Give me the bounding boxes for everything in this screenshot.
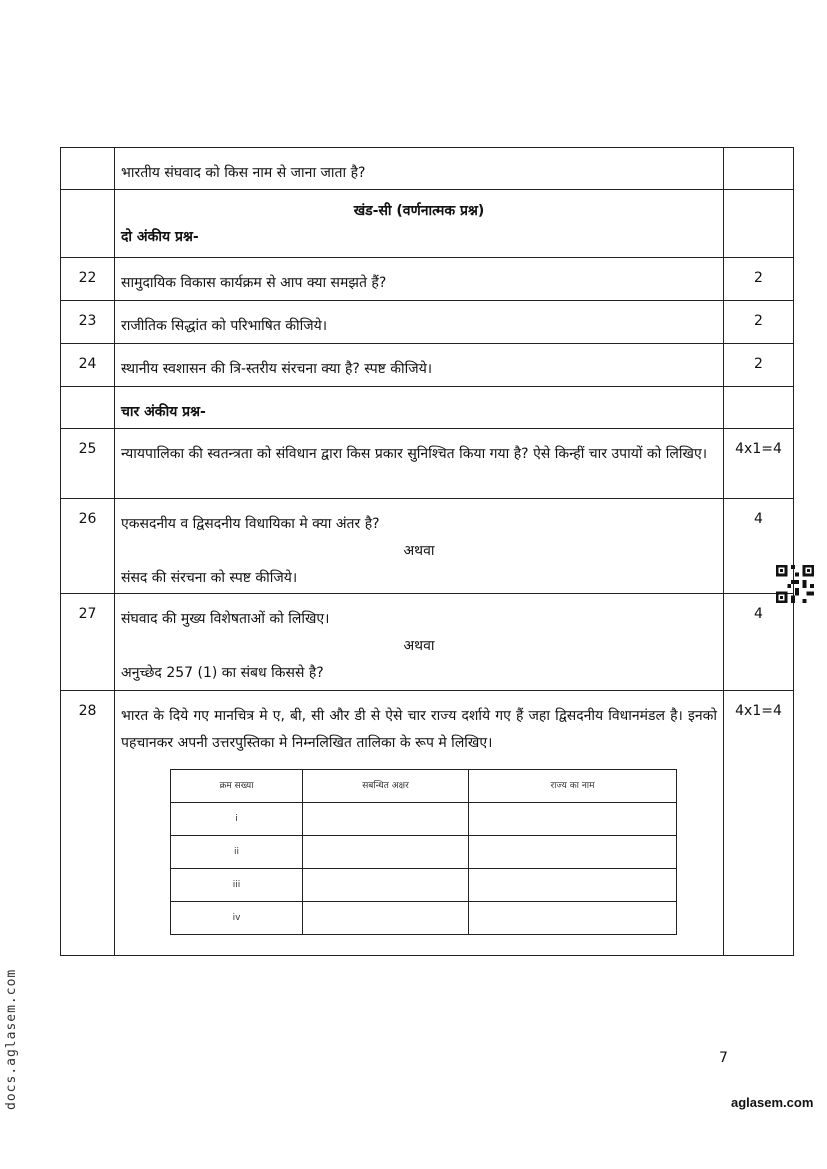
answer-header-cell: राज्य का नाम: [469, 770, 677, 803]
question-marks: 4: [724, 499, 794, 594]
question-text: संघवाद की मुख्य विशेषताओं को लिखिए।: [121, 611, 330, 627]
answer-table-row: [171, 803, 677, 836]
question-marks: 4x1=4: [724, 691, 794, 956]
question-row: [61, 344, 794, 387]
question-number: 25: [61, 429, 115, 499]
answer-header-cell: क्रम सख्या: [171, 770, 303, 803]
question-row: [61, 594, 794, 691]
answer-row-number: iv: [171, 902, 303, 935]
answer-table-row: [171, 869, 677, 902]
question-number: [61, 148, 115, 190]
question-text-alt: संसद की संरचना को स्पष्ट कीजिये।: [121, 570, 298, 586]
question-row: [61, 301, 794, 344]
answer-table: [170, 769, 677, 935]
question-number: 27: [61, 594, 115, 691]
answer-table-header: [171, 770, 677, 803]
question-row: [61, 691, 794, 956]
section-title: खंड-सी (वर्णनात्मक प्रश्न): [353, 203, 485, 219]
question-text: स्थानीय स्वशासन की त्रि-स्तरीय संरचना क्या है? स्पष्ट कीजिये।: [115, 344, 724, 387]
question-row: [61, 148, 794, 190]
question-text: सामुदायिक विकास कार्यक्रम से आप क्या समझते हैं?: [115, 258, 724, 301]
side-watermark-url: docs.aglasem.com: [4, 968, 19, 1110]
answer-table-row: [171, 902, 677, 935]
question-row: [61, 258, 794, 301]
question-marks: 4x1=4: [724, 429, 794, 499]
question-number: 28: [61, 691, 115, 956]
question-marks: 2: [724, 344, 794, 387]
section-header-row: [61, 190, 794, 258]
question-row: [61, 499, 794, 594]
answer-table-row: [171, 836, 677, 869]
question-marks: [724, 148, 794, 190]
question-text-alt: अनुच्छेद 257 (1) का संबध किससे है?: [121, 665, 324, 681]
question-text: भारतीय संघवाद को किस नाम से जाना जाता है?: [115, 148, 724, 190]
question-number: 26: [61, 499, 115, 594]
section-subtitle: चार अंकीय प्रश्न-: [115, 387, 724, 429]
or-label: अथवा: [403, 638, 435, 654]
page-number: 7: [719, 1050, 728, 1066]
section-header-row: [61, 387, 794, 429]
answer-row-number: iii: [171, 869, 303, 902]
question-table: [60, 147, 794, 956]
answer-row-number: ii: [171, 836, 303, 869]
question-marks: 2: [724, 301, 794, 344]
question-marks: 2: [724, 258, 794, 301]
question-number: 24: [61, 344, 115, 387]
question-text: राजीतिक सिद्धांत को परिभाषित कीजिये।: [115, 301, 724, 344]
answer-header-cell: सबन्धित अक्षर: [303, 770, 469, 803]
question-marks: 4: [724, 594, 794, 691]
question-row: [61, 429, 794, 499]
or-label: अथवा: [403, 543, 435, 559]
question-text: भारत के दिये गए मानचित्र मे ए, बी, सी और डी से ऐसे चार राज्य दर्शाये गए हैं जहा द्विसदनीय विधानमंडल है। इनको पहचानकर अपनी उत्तरपुस्तिका मे निम्नलिखित तालिका के रूप मे लिखिए।: [121, 708, 717, 751]
question-text: न्यायपालिका की स्वतन्त्रता को संविधान द्वारा किस प्रकार सुनिश्चित किया गया है? ऐसे किन्हीं चार उपायों को लिखिए।: [115, 429, 724, 499]
question-number: 23: [61, 301, 115, 344]
qr-code-icon[interactable]: [775, 565, 815, 603]
section-subtitle: दो अंकीय प्रश्न-: [121, 229, 199, 245]
question-number: 22: [61, 258, 115, 301]
brand-link[interactable]: aglasem.com: [731, 1095, 814, 1110]
answer-row-number: i: [171, 803, 303, 836]
question-text: एकसदनीय व द्विसदनीय विधायिका मे क्या अंतर है?: [121, 516, 380, 532]
